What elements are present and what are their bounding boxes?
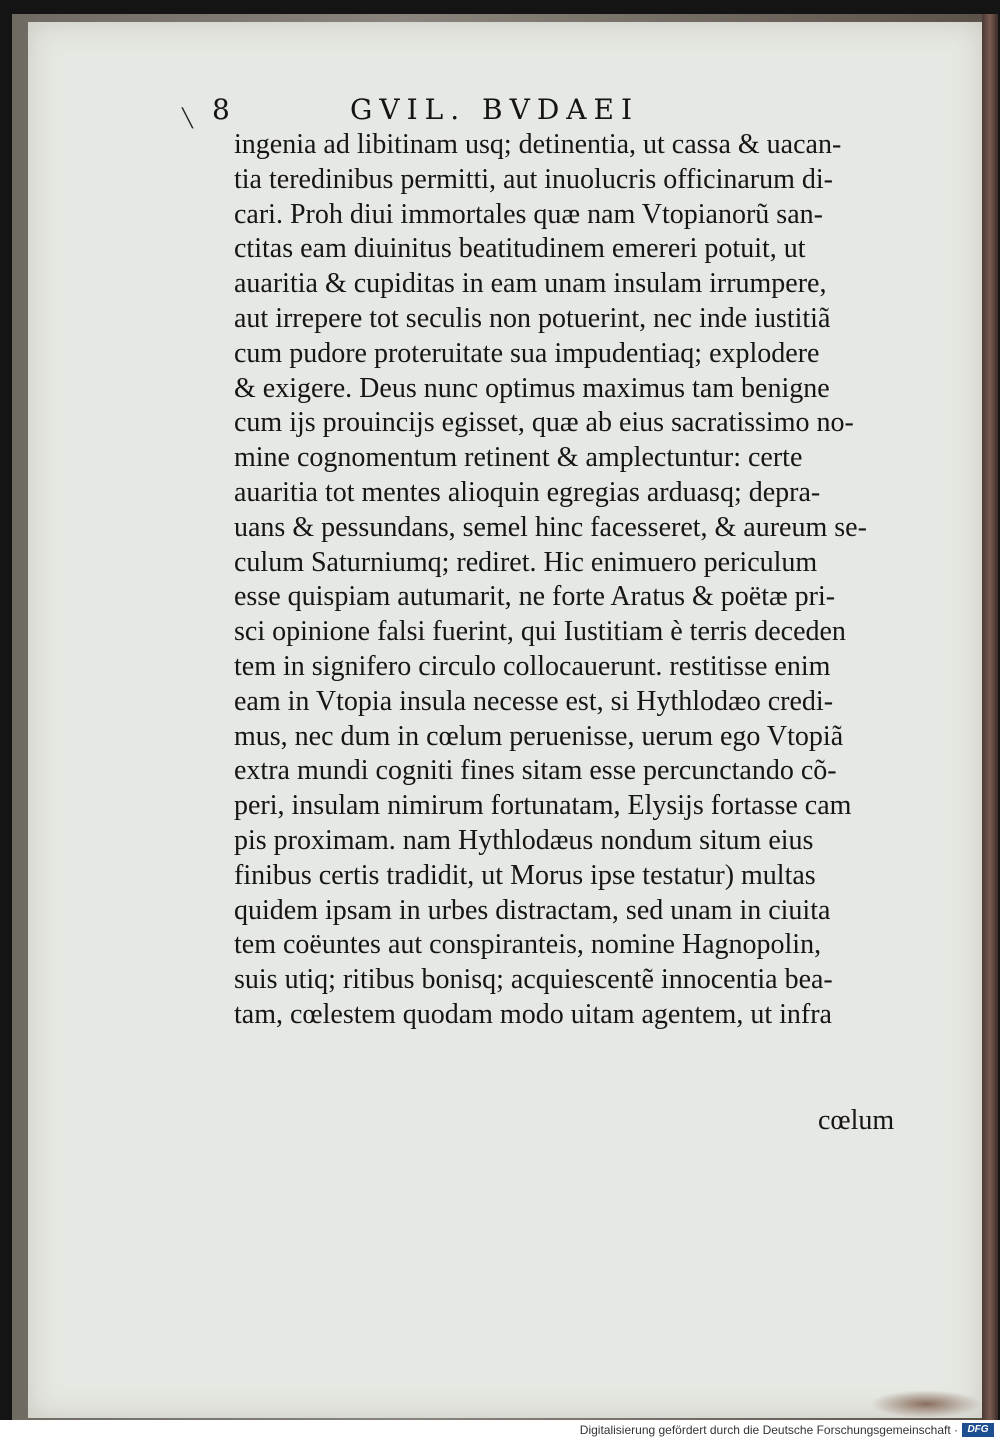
text-line: pis proximam. nam Hythlodæus nondum situm eius [234,824,814,856]
binding-strip [982,14,998,1424]
text-line: tem in signifero circulo collocauerunt. restitisse enim [234,650,831,682]
text-line: cum pudore proteruitate sua impudentiaq; explodere [234,337,820,369]
dfg-logo-icon: DFG [962,1423,994,1437]
text-line: aut irrepere tot seculis non potuerint, nec inde iustitiã [234,302,831,334]
text-line: tam, cœlestem quodam modo uitam agentem, ut infra [234,998,832,1030]
text-line: esse quispiam autumarit, ne forte Aratus & poëtæ pri- [234,581,836,613]
ink-mark: ╲ [182,108,193,129]
text-line: cari. Proh diui immortales quæ nam Vtopianorũ san- [234,198,823,230]
text-line: auaritia & cupiditas in eam unam insulam irrumpere, [234,268,827,300]
text-line: peri, insulam nimirum fortunatam, Elysijs fortasse cam [234,790,852,822]
text-line: mine cognomentum retinent & amplectuntur: certe [234,442,803,474]
text-line: ingenia ad libitinam usq; detinentia, ut cassa & uacan- [234,129,842,160]
text-line: sci opinione falsi fuerint, qui Iustitiam è terris deceden [234,616,846,648]
catchword: cœlum [818,1105,895,1136]
text-line: extra mundi cogniti fines sitam esse percunctando cõ- [234,755,837,787]
funding-credit: Digitalisierung gefördert durch die Deutsche Forschungsgemeinschaft · [579,1423,958,1437]
text-line: ctitas eam diuinitus beatitudinem emereri potuit, ut [234,233,806,265]
body-text [234,128,924,1033]
text-line: mus, nec dum in cœlum peruenisse, uerum ego Vtopiã [234,720,844,752]
text-line: culum Saturniumq; rediret. Hic enimuero periculum [234,546,818,578]
text-line: tia teredinibus permitti, aut inuolucris officinarum di- [234,163,834,195]
text-line: auaritia tot mentes alioquin egregias arduasq; depra- [234,476,821,508]
folio-number: 8 [212,93,230,126]
page-header [212,92,912,132]
page-stain [870,1390,982,1418]
text-line: cum ijs prouincijs egisset, quæ ab eius sacratissimo no- [234,407,854,439]
running-head: GVIL. BVDAEI [350,93,640,126]
text-line: tem coëuntes aut conspiranteis, nomine Hagnopolin, [234,929,822,961]
text-line: quidem ipsam in urbes distractam, sed unam in ciuita [234,894,831,926]
text-line: uans & pessundans, semel hinc facesseret, & aureum se- [234,511,867,543]
text-line: suis utiq; ritibus bonisq; acquiescentẽ innocentia bea- [234,964,833,996]
text-line: finibus certis tradidit, ut Morus ipse testatur) multas [234,859,816,891]
text-line: eam in Vtopia insula necesse est, si Hythlodæo credi- [234,685,834,717]
text-line: & exigere. Deus nunc optimus maximus tam benigne [234,372,830,404]
